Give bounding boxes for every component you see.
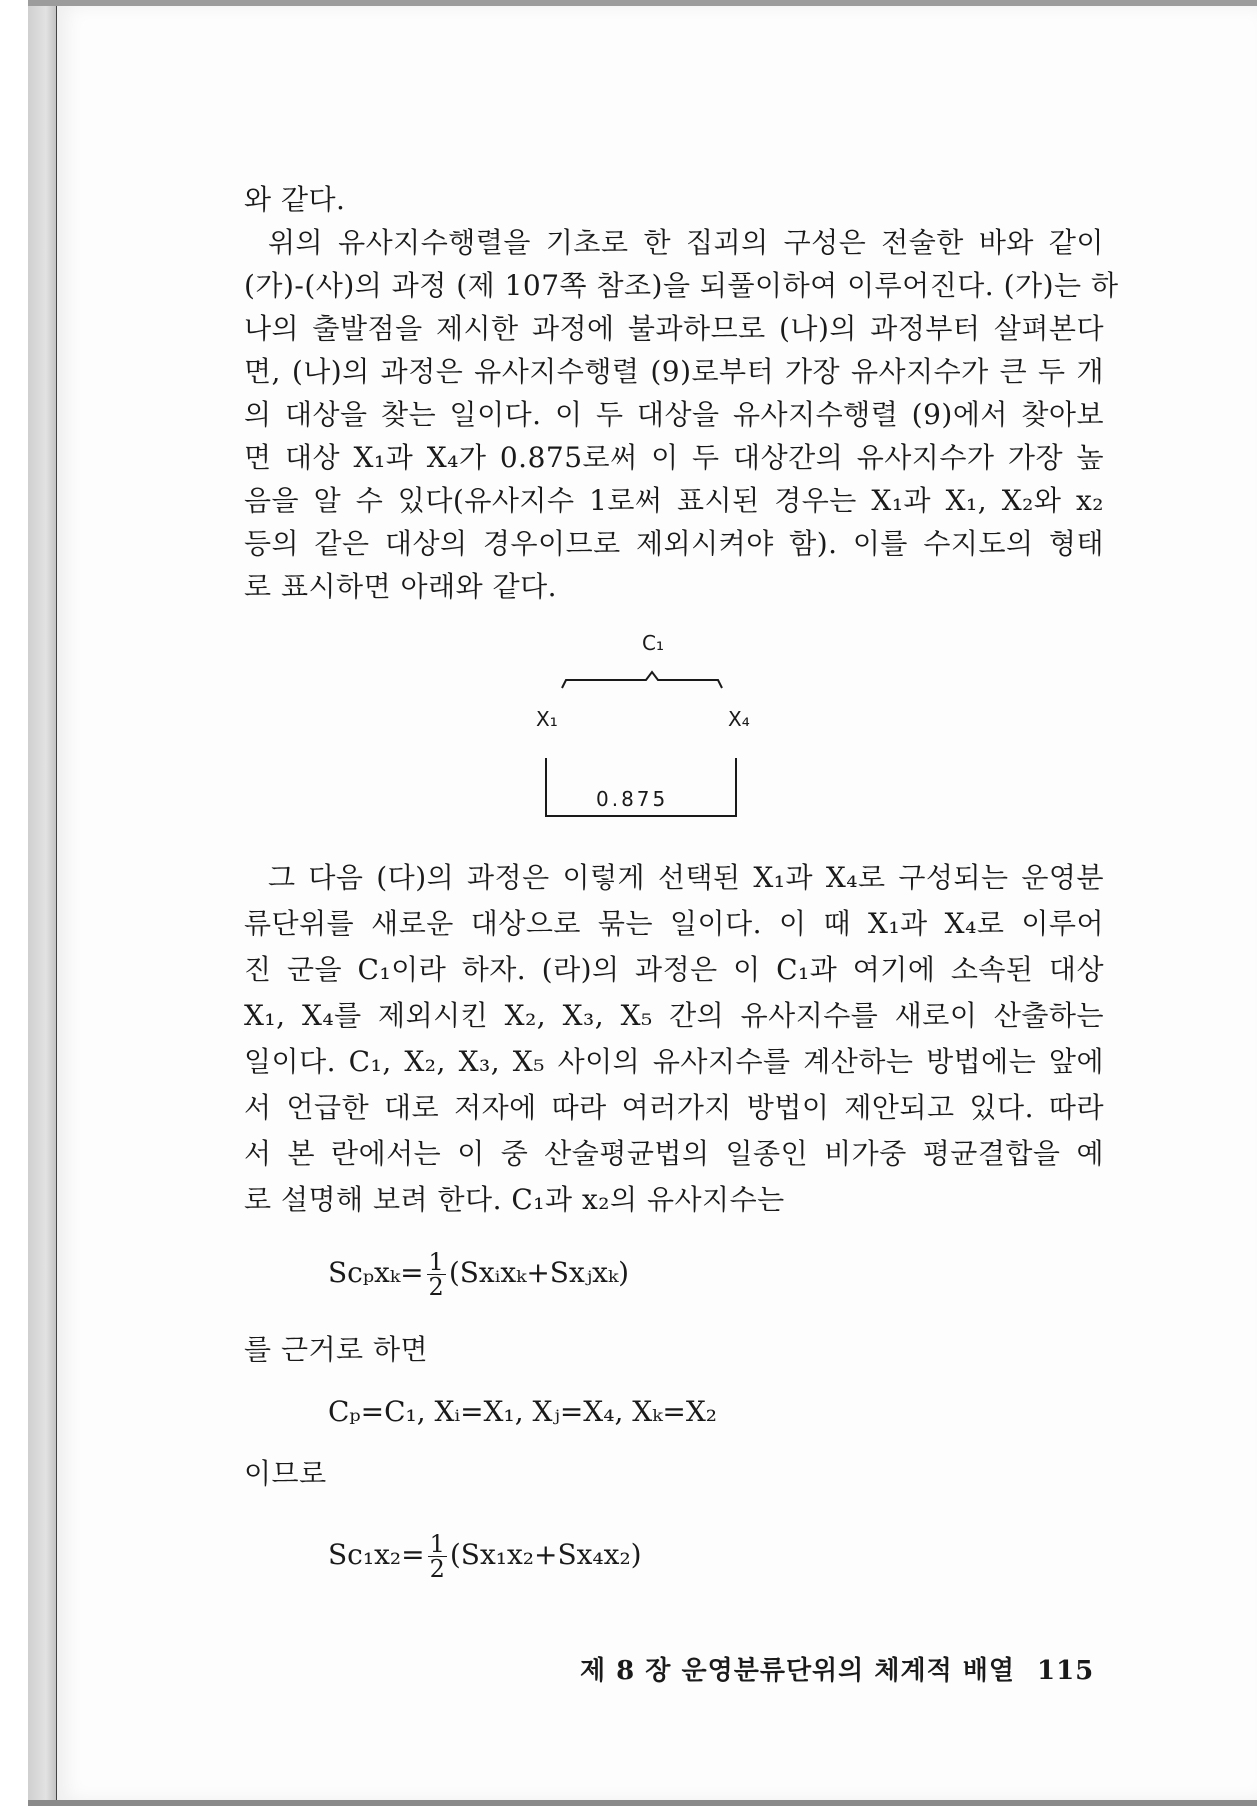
text-line: 등의 같은 대상의 경우이므로 제외시켜야 함). 이를 수지도의 형태 (244, 527, 1104, 560)
formula-similarity-c1-x2 (328, 1532, 642, 1581)
right-object-label: X₄ (728, 707, 750, 731)
text-line: 진 군을 C₁이라 하자. (라)의 과정은 이 C₁과 여기에 소속된 대상 (244, 953, 1104, 986)
text-line: 나의 출발점을 제시한 과정에 불과하므로 (나)의 과정부터 살펴본다 (244, 312, 1104, 345)
text-line: 로 설명해 보려 한다. C₁과 x₂의 유사지수는 (244, 1183, 785, 1216)
dendrogram-svg (520, 630, 780, 830)
formula-right: (Sx₁x₂+Sx₄x₂) (449, 1538, 642, 1571)
text-line: 와 같다. (244, 183, 346, 216)
text-line: 이므로 (244, 1457, 327, 1490)
fraction (428, 1532, 447, 1581)
formula-left: Sc₁x₂= (328, 1538, 425, 1571)
cluster-label: C₁ (642, 631, 664, 655)
text-line: 류단위를 새로운 대상으로 묶는 일이다. 이 때 X₁과 X₄로 이루어 (244, 907, 1104, 940)
text-line: 로 표시하면 아래와 같다. (244, 570, 558, 603)
page-footer (580, 1650, 1094, 1687)
page-number: 115 (1036, 1656, 1095, 1686)
formula-left: Scₚxₖ= (328, 1256, 424, 1289)
formula-similarity-general (328, 1250, 629, 1299)
similarity-value-label: 0.875 (596, 787, 669, 811)
fraction (427, 1250, 446, 1299)
text-line: 음을 알 수 있다(유사지수 1로써 표시된 경우는 X₁과 X₁, X₂와 x₂ (244, 484, 1104, 517)
text-line: X₁, X₄를 제외시킨 X₂, X₃, X₅ 간의 유사지수를 새로이 산출하는 (244, 999, 1104, 1032)
formula-substitution: Cₚ=C₁, Xᵢ=X₁, Xⱼ=X₄, Xₖ=X₂ (328, 1395, 718, 1428)
left-object-label: X₁ (536, 707, 558, 731)
text-line: 그 다음 (다)의 과정은 이렇게 선택된 X₁과 X₄로 구성되는 운영분 (268, 861, 1104, 894)
text-line: 면 대상 X₁과 X₄가 0.875로써 이 두 대상간의 유사지수가 가장 높 (244, 441, 1104, 474)
book-bottom-edge (28, 1800, 1257, 1806)
formula-right: (Sxᵢxₖ+Sxⱼxₖ) (448, 1256, 630, 1289)
text-line: 일이다. C₁, X₂, X₃, X₅ 사이의 유사지수를 계산하는 방법에는 앞에 (244, 1045, 1104, 1078)
text-line: 면, (나)의 과정은 유사지수행렬 (9)로부터 가장 유사지수가 큰 두 개 (244, 355, 1104, 388)
chapter-title: 제 8 장 운영분류단위의 체계적 배열 (580, 1656, 1015, 1686)
text-line: 서 언급한 대로 저자에 따라 여러가지 방법이 제안되고 있다. 따라 (244, 1091, 1104, 1124)
dendrogram-diagram (520, 630, 780, 830)
text-line: 위의 유사지수행렬을 기초로 한 집괴의 구성은 전술한 바와 같이 (268, 226, 1104, 259)
cluster-brace (562, 672, 722, 688)
fraction-denominator: 2 (429, 1555, 445, 1583)
text-line: 서 본 란에서는 이 중 산술평균법의 일종인 비가중 평균결합을 예 (244, 1137, 1104, 1170)
fraction-denominator: 2 (428, 1273, 444, 1301)
text-line: 의 대상을 찾는 일이다. 이 두 대상을 유사지수행렬 (9)에서 찾아보 (244, 398, 1104, 431)
text-line: (가)-(사)의 과정 (제 107쪽 참조)을 되풀이하여 이루어진다. (가)는 하 (244, 269, 1119, 302)
text-line: 를 근거로 하면 (244, 1333, 429, 1366)
fraction-numerator: 1 (429, 1530, 445, 1558)
fraction-numerator: 1 (428, 1248, 444, 1276)
book-spine-edge (28, 0, 58, 1806)
